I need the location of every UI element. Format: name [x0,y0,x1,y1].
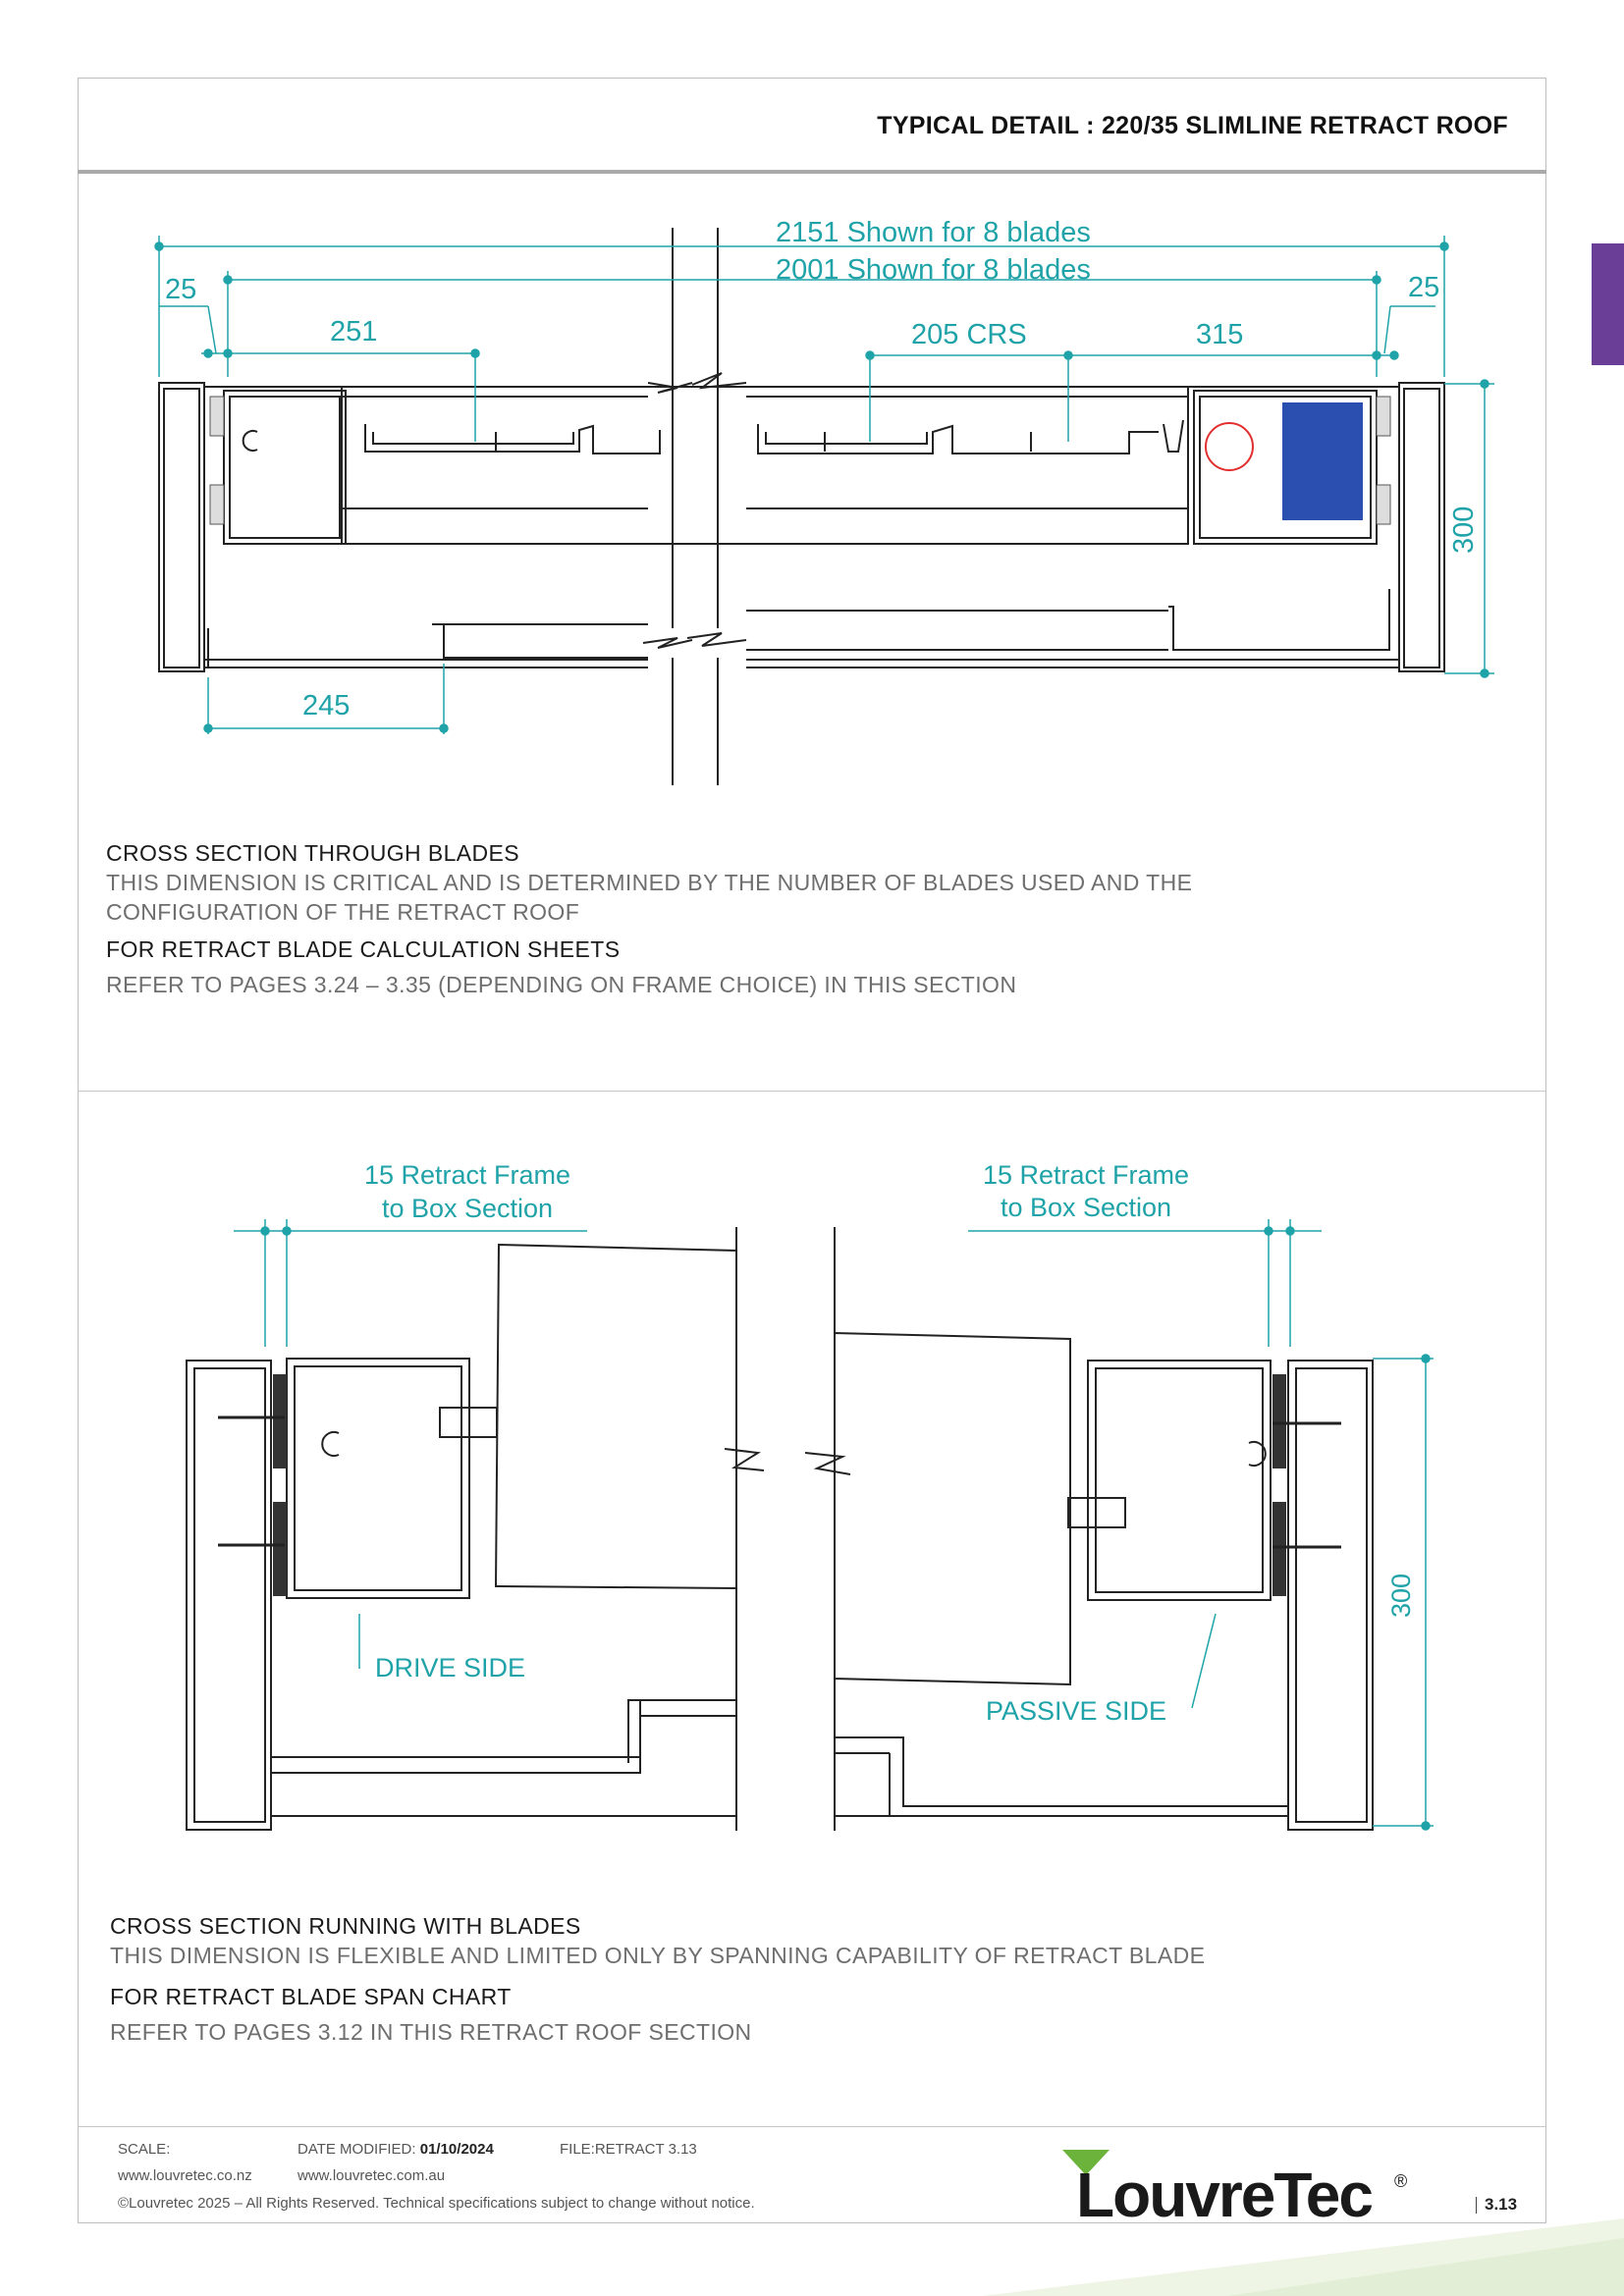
right-frame-dim-line2: to Box Section [1000,1193,1172,1222]
drive-side-label: DRIVE SIDE [375,1653,526,1682]
passive-side-label: PASSIVE SIDE [986,1696,1167,1726]
dim-centres: 205 CRS [911,319,1027,350]
section-divider [78,1091,1546,1092]
dim-left-span: 251 [330,316,378,347]
motor-marker [1206,423,1253,470]
site-au-link[interactable]: www.louvretec.com.au [298,2167,446,2184]
footer-decoration [0,2218,1624,2296]
dim-overall-b: 2001 Shown for 8 blades [776,254,1091,286]
dim-height: 300 [1448,506,1480,554]
scale-label: SCALE: [118,2141,171,2158]
section2-reference: REFER TO PAGES 3.12 IN THIS RETRACT ROOF SECTION [110,2019,752,2045]
footer-divider [78,2126,1546,2127]
logo-registered-mark: ® [1394,2171,1408,2191]
left-frame-dim-line2: to Box Section [381,1194,554,1223]
section1-reference: REFER TO PAGES 3.24 – 3.35 (DEPENDING ON FRAME CHOICE) IN THIS SECTION [106,972,1017,997]
section1-subheading: FOR RETRACT BLADE CALCULATION SHEETS [106,936,621,962]
logo-wordmark: LouvreTec [1076,2160,1372,2226]
page-number: 3.13 [1485,2195,1518,2214]
left-frame-dim-line1: 15 Retract Frame [363,1160,571,1190]
section2-note: THIS DIMENSION IS FLEXIBLE AND LIMITED ONLY BY SPANNING CAPABILITY OF RETRACT BLADE [110,1943,1206,1968]
page-title: TYPICAL DETAIL : 220/35 SLIMLINE RETRACT ROOF [877,112,1508,139]
section1-note-line2: CONFIGURATION OF THE RETRACT ROOF [106,899,580,925]
section2-heading: CROSS SECTION RUNNING WITH BLADES [110,1913,581,1939]
section2-notes [110,1911,1205,2047]
section1-notes [106,838,1192,999]
section1-note-line1: THIS DIMENSION IS CRITICAL AND IS DETERMINED BY THE NUMBER OF BLADES USED AND THE [106,870,1193,895]
date-label: DATE MODIFIED: [298,2141,416,2158]
dim-bottom-span: 245 [302,690,351,721]
date-modified [298,2141,494,2158]
louvretec-logo [1058,2148,1424,2226]
dim-overall-a: 2151 Shown for 8 blades [776,217,1091,248]
section2-subheading: FOR RETRACT BLADE SPAN CHART [110,1984,512,2009]
file-label: FILE:RETRACT 3.13 [560,2141,697,2158]
right-frame-dim-line1: 15 Retract Frame [982,1160,1190,1190]
site-nz-link[interactable]: www.louvretec.co.nz [118,2167,252,2184]
running-height-dim: 300 [1386,1573,1416,1618]
date-value: 01/10/2024 [419,2141,494,2158]
dim-left-gap: 25 [165,274,197,305]
running-section-drawing [0,1129,1624,1845]
dim-right-span: 315 [1196,319,1244,350]
motor-block [1282,402,1363,520]
copyright-notice: ©Louvretec 2025 – All Rights Reserved. Technical specifications subject to change without notice. [118,2195,755,2212]
blade-cross-section-drawing [0,0,1624,805]
dim-right-gap: 25 [1408,272,1440,303]
section1-heading: CROSS SECTION THROUGH BLADES [106,840,520,866]
